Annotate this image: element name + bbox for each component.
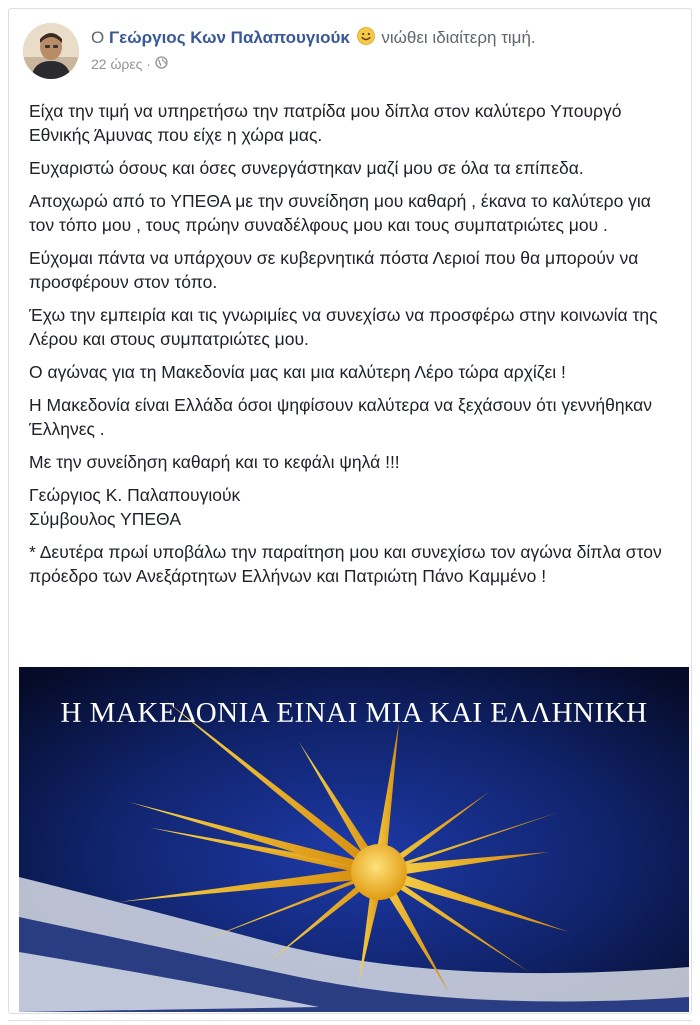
avatar[interactable] bbox=[23, 23, 79, 79]
post-paragraph: Είχα την τιμή να υπηρετήσω την πατρίδα μου δίπλα στον καλύτερο Υπουργό Εθνικής Άμυνας που είχε η χώρα μας. bbox=[29, 101, 622, 145]
post-header bbox=[23, 23, 679, 87]
post-card bbox=[8, 8, 692, 1014]
post-paragraph: Εύχομαι πάντα να υπάρχουν σε κυβερνητικά πόστα Λεριοί που θα μπορούν να προσφέρουν στον τόπο. bbox=[29, 248, 639, 292]
globe-icon[interactable] bbox=[155, 56, 168, 72]
author-name-link[interactable]: Γεώργιος Κων Παλαπουγιούκ bbox=[108, 28, 350, 47]
signature-title: Σύμβουλος ΥΠΕΘΑ bbox=[29, 509, 181, 529]
post-body bbox=[29, 99, 669, 597]
feeling-text: νιώθει ιδιαίτερη τιμή. bbox=[381, 28, 536, 47]
divider bbox=[8, 1020, 692, 1021]
signature-name: Γεώργιος Κ. Παλαπουγιούκ bbox=[29, 485, 241, 505]
post-footnote: * Δευτέρα πρωί υποβάλω την παραίτηση μου και συνεχίσω τον αγώνα δίπλα στον πρόεδρο των Ανεξάρτητων Ελλήνων και Πατριώτη Πάνο Καμμένο ! bbox=[29, 542, 662, 586]
timestamp-link[interactable]: 22 ώρες · bbox=[91, 56, 151, 72]
post-paragraph: Αποχωρώ από το ΥΠΕΘΑ με την συνείδηση μου καθαρή , έκανα το καλύτερο για τον τόπο μου , τους πρώην συναδέλφους μου και τους συμπατριώτες μου . bbox=[29, 191, 651, 235]
post-paragraph: Με την συνείδηση καθαρή και το κεφάλι ψηλά !!! bbox=[29, 452, 400, 472]
post-headline bbox=[91, 27, 679, 51]
headline-prefix: Ο bbox=[91, 28, 105, 47]
post-image[interactable] bbox=[19, 667, 689, 1012]
image-caption-text: Η ΜΑΚΕΔΟΝΙΑ ΕΙΝΑΙ ΜΙΑ ΚΑΙ ΕΛΛΗΝΙΚΗ bbox=[60, 697, 648, 729]
post-paragraph: Η Μακεδονία είναι Ελλάδα όσοι ψηφίσουν καλύτερα να ξεχάσουν ότι γεννήθηκαν Έλληνες . bbox=[29, 395, 652, 439]
smiley-icon bbox=[357, 27, 375, 51]
post-paragraph: Ο αγώνας για τη Μακεδονία μας και μια καλύτερη Λέρο τώρα αρχίζει ! bbox=[29, 362, 566, 382]
post-meta bbox=[91, 27, 679, 72]
post-subline bbox=[91, 56, 679, 72]
post-paragraph: Έχω την εμπειρία και τις γνωριμίες να συνεχίσω να προσφέρω στην κοινωνία της Λέρου και στους συμπατριώτες μου. bbox=[29, 305, 658, 349]
post-paragraph: Ευχαριστώ όσους και όσες συνεργάστηκαν μαζί μου σε όλα τα επίπεδα. bbox=[29, 158, 584, 178]
